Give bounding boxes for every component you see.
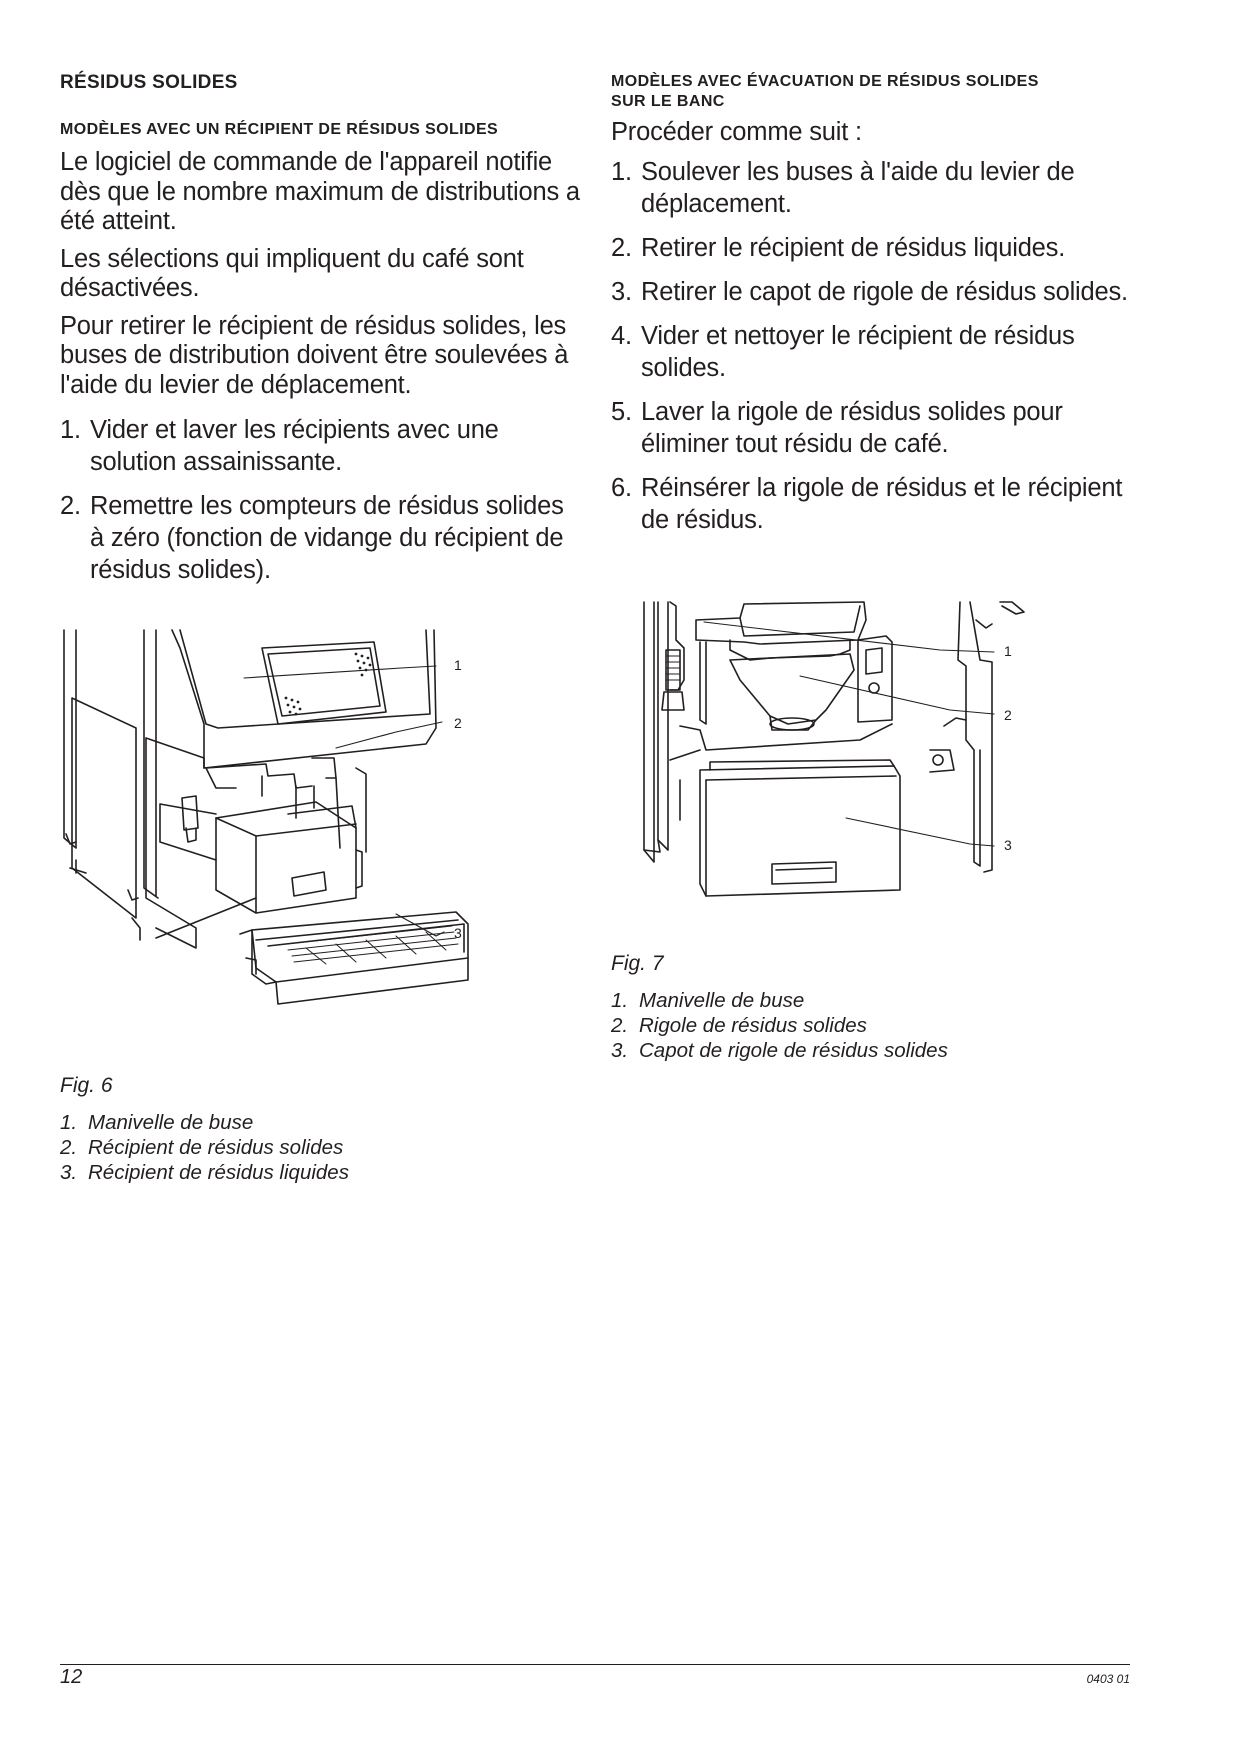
- step-item: 1. Soulever les buses à l'aide du levier de déplacement.: [611, 157, 1075, 218]
- figure-7-illustration: [640, 600, 1060, 936]
- callout-2: 2: [1004, 707, 1012, 723]
- document-code: 0403 01: [1086, 1672, 1130, 1686]
- legend-item: 3. Capot de rigole de résidus solides: [611, 1039, 948, 1062]
- legend-item: 1. Manivelle de buse: [611, 989, 805, 1012]
- callout-2: 2: [454, 715, 462, 731]
- paragraph: Pour retirer le récipient de résidus solides, les buses de distribution doivent être soulevées à l'aide du levier de déplacement.: [60, 311, 569, 399]
- footer-divider: [60, 1664, 1130, 1665]
- figure-6-caption: Fig. 6: [60, 1074, 113, 1097]
- step-item: 2. Remettre les compteurs de résidus solides à zéro (fonction de vidange du récipient de résidus solides).: [60, 492, 564, 584]
- legend-item: 2. Récipient de résidus solides: [60, 1136, 344, 1159]
- callout-3: 3: [1004, 837, 1012, 853]
- figure-7-legend: [611, 988, 948, 1063]
- step-item: 3. Retirer le capot de rigole de résidus solides.: [611, 277, 1128, 306]
- step-item: 5. Laver la rigole de résidus solides pour éliminer tout résidu de café.: [611, 397, 1063, 458]
- legend-item: 2. Rigole de résidus solides: [611, 1014, 867, 1037]
- figure-6-illustration: [56, 628, 586, 1068]
- subsection-title: MODÈLES AVEC ÉVACUATION DE RÉSIDUS SOLIDES SUR LE BANC: [611, 73, 1039, 110]
- steps-list: [611, 156, 1131, 536]
- figure-7-caption: Fig. 7: [611, 952, 664, 975]
- paragraph: Les sélections qui impliquent du café sont désactivées.: [60, 244, 524, 302]
- intro-text: Procéder comme suit :: [611, 118, 862, 146]
- callout-3: 3: [454, 925, 462, 941]
- section-title: RÉSIDUS SOLIDES: [60, 72, 238, 93]
- callout-1: 1: [454, 657, 462, 673]
- paragraph: Le logiciel de commande de l'appareil notifie dès que le nombre maximum de distributions a été atteint.: [60, 148, 580, 235]
- page-number: 12: [60, 1666, 83, 1688]
- step-item: 1. Vider et laver les récipients avec une solution assainissante.: [60, 416, 499, 476]
- legend-item: 3. Récipient de résidus liquides: [60, 1161, 349, 1184]
- right-column: [611, 72, 1131, 548]
- figure-6-legend: [60, 1110, 349, 1185]
- left-column: [60, 72, 580, 598]
- step-item: 4. Vider et nettoyer le récipient de résidus solides.: [611, 321, 1075, 382]
- subsection-title: MODÈLES AVEC UN RÉCIPIENT DE RÉSIDUS SOLIDES: [60, 121, 499, 138]
- step-item: 6. Réinsérer la rigole de résidus et le récipient de résidus.: [611, 473, 1123, 534]
- legend-item: 1. Manivelle de buse: [60, 1111, 254, 1134]
- callout-1: 1: [1004, 643, 1012, 659]
- steps-list: [60, 414, 580, 586]
- step-item: 2. Retirer le récipient de résidus liquides.: [611, 233, 1066, 262]
